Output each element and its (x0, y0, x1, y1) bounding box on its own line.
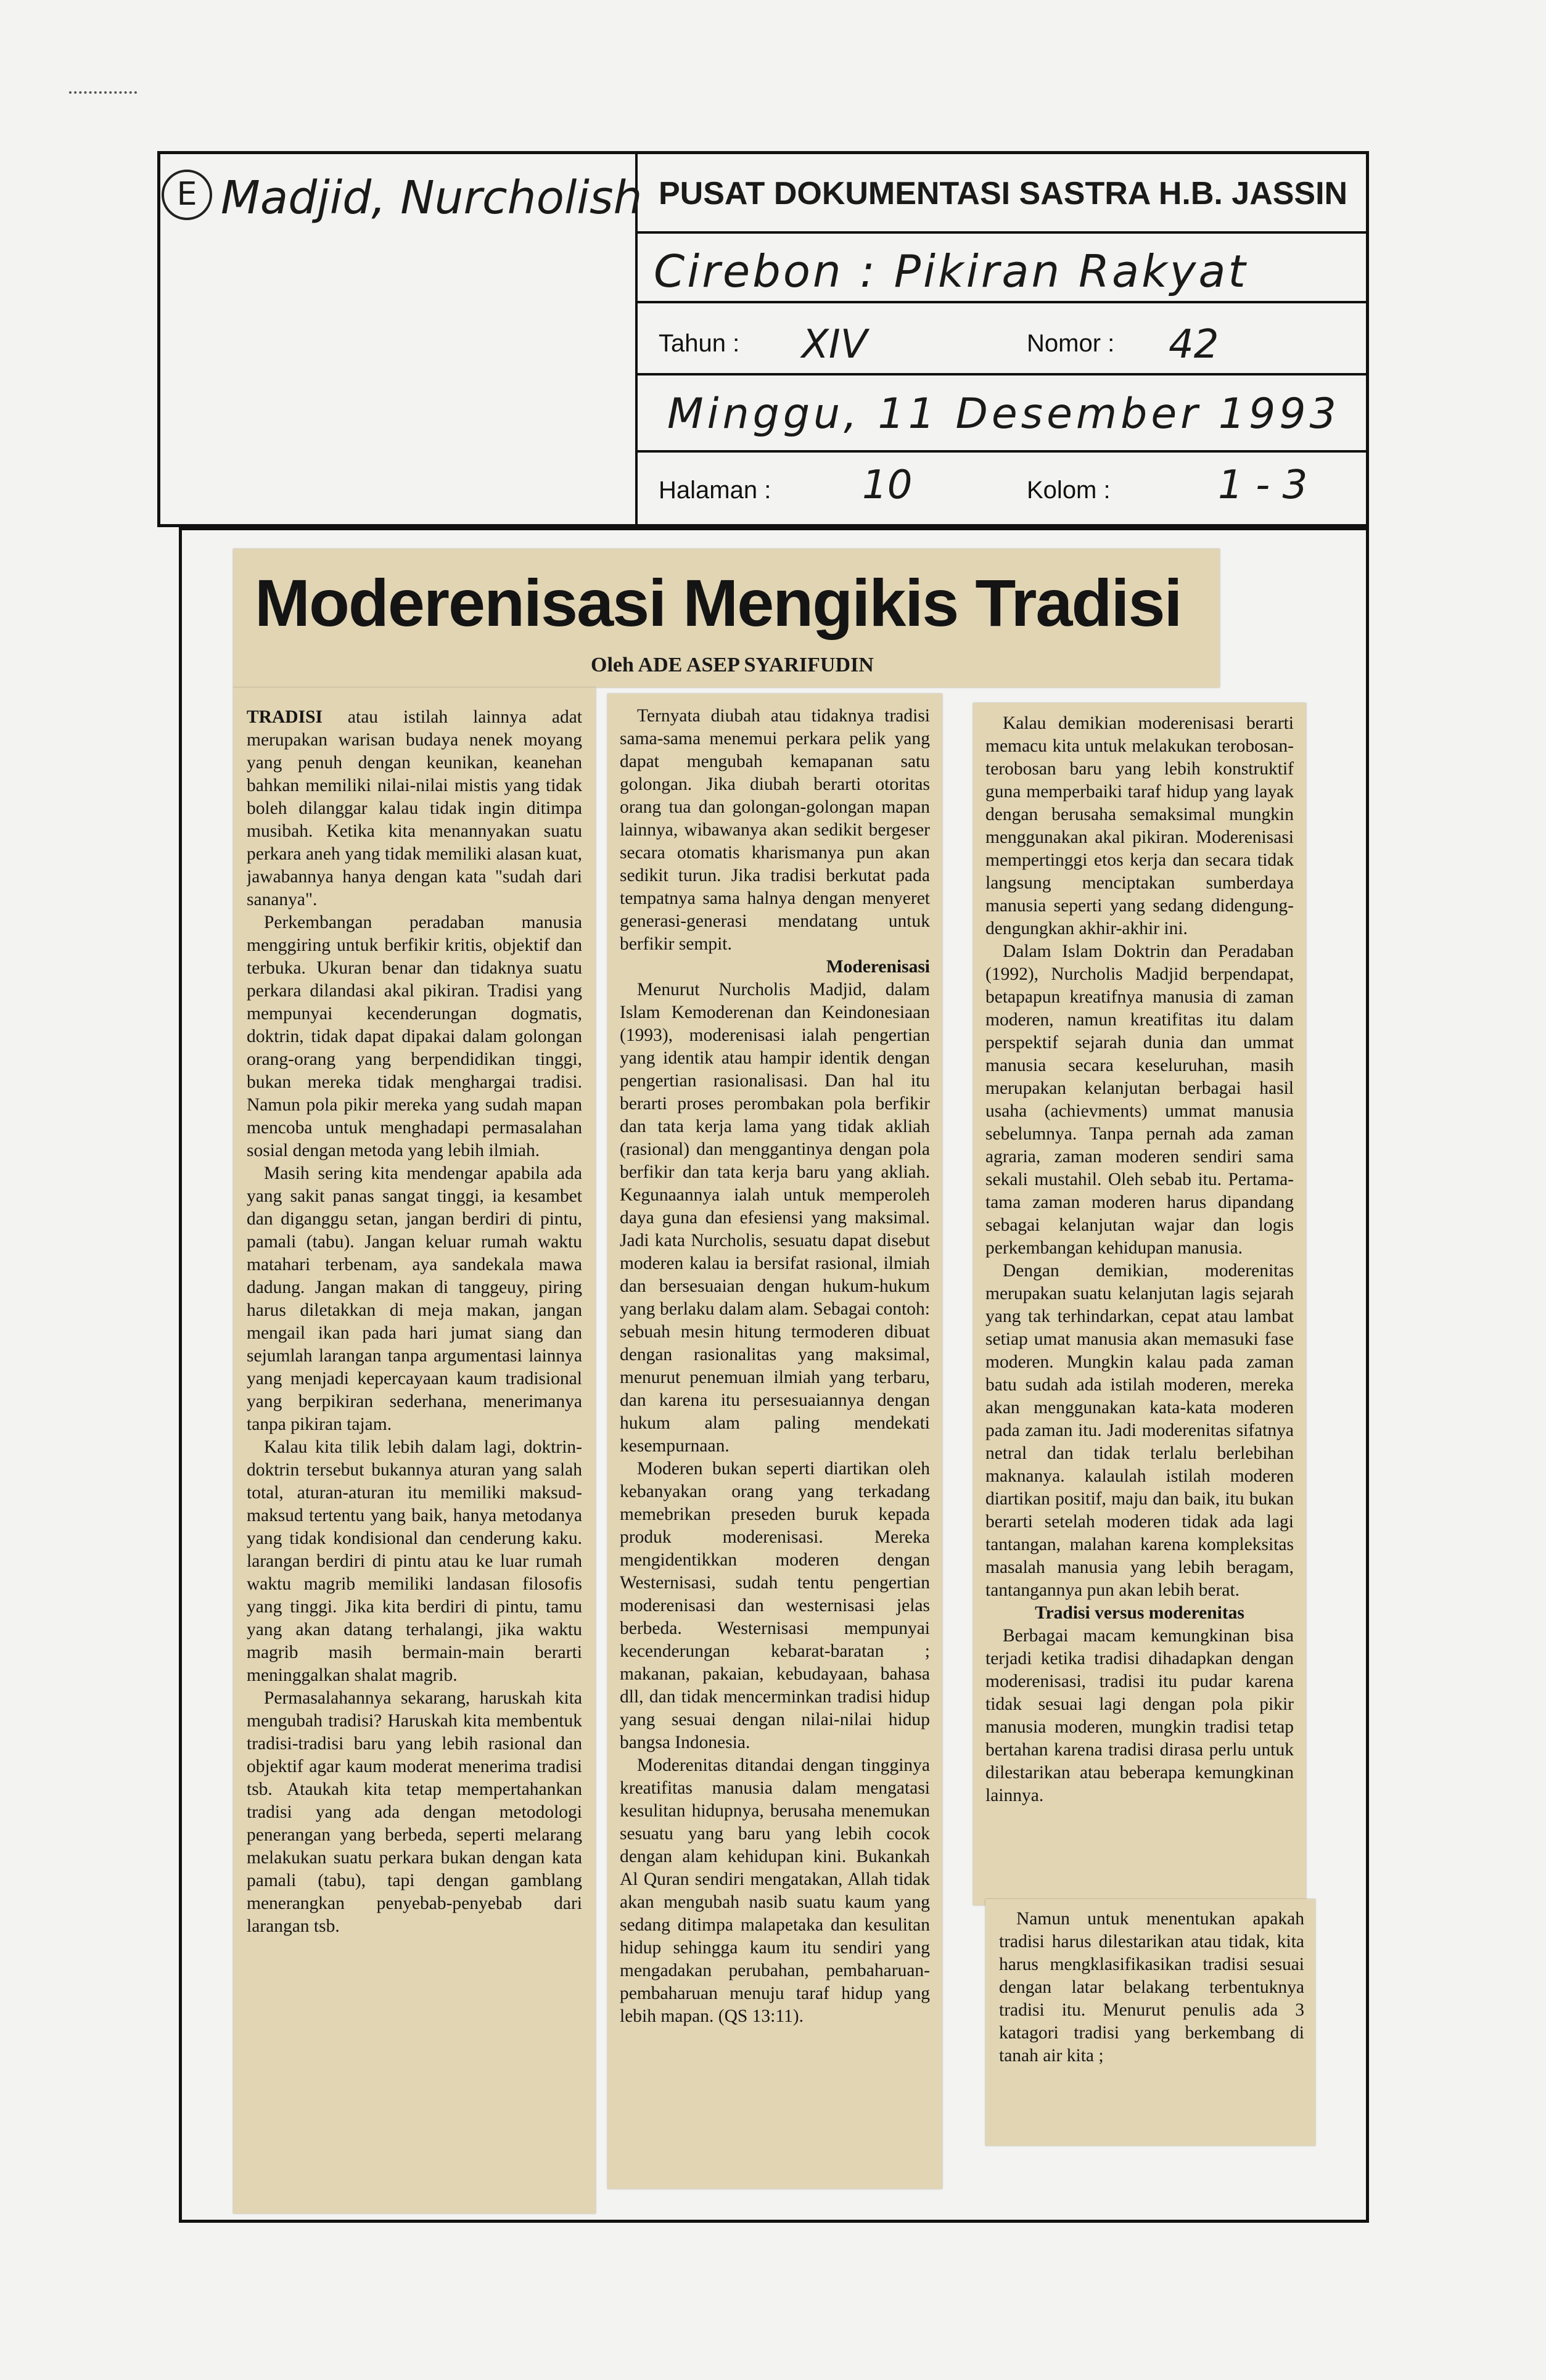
headline-clipping (233, 549, 1220, 687)
institution-title: PUSAT DOKUMENTASI SASTRA H.B. JASSIN (659, 176, 1348, 211)
col2-paragraph: Moderenitas ditandai dengan tingginya kreatifitas manusia dalam mengatasi kesulitan hidupnya, berusaha menemukan sesuatu yang baru yang lebih cocok dengan alam kehidupan kini. Bukankah Al Quran sendiri mengatakan, Allah tidak akan mengubah nasib suatu kaum yang sedang ditimpa malapetaka dan kesulitan hidup sehingga kaum itu sendiri yang mengadakan perubahan, pembaharuan-pembaharuan menuju taraf hidup yang lebih mapan. (QS 13:11). (620, 1755, 930, 2026)
author-handwritten: Madjid, Nurcholish (221, 171, 643, 224)
kolom-value: 1 - 3 (1218, 462, 1308, 508)
column-2-clipping (607, 694, 942, 2189)
kolom-label: Kolom : (1027, 477, 1111, 504)
category-mark: E (162, 170, 212, 220)
source-handwritten: Cirebon : Pikiran Rakyat (654, 245, 1248, 297)
col1-paragraph: TRADISI atau istilah lainnya adat merupakan warisan budaya nenek moyang yang penuh dengan keunikan, keanehan bahkan memiliki nilai-nilai mistis yang tidak boleh dilanggar kalau tidak ingin ditimpa musibah. Ketika kita menannyakan suatu perkara aneh yang tidak memiliki alasan kuat, jawabannya hanya dengan kata "sudah dari sananya". (247, 707, 582, 909)
col1-paragraph: Permasalahannya sekarang, haruskah kita mengubah tradisi? Haruskah kita membentuk tradisi-tradisi baru yang lebih rasional dan objektif agar kaum moderat menerima tradisi tsb. Ataukah kita tetap mempertahankan tradisi yang ada dengan metodologi penerangan yang berbeda, seperti melarang melakukan suatu perkara bukan dengan kata pamali (tabu), tapi dengan gamblang menerangkan penyebab-penyebab dari larangan tsb. (247, 1688, 582, 1936)
col3-subheading: Tradisi versus moderenitas (1035, 1603, 1244, 1623)
column-3-clipping-continued (985, 1899, 1315, 2146)
col3-paragraph: Dalam Islam Doktrin dan Peradaban (1992), Nurcholis Madjid berpendapat, betapapun kreatifnya manusia di zaman moderen, namun kreatifitas itu dalam perspektif sejarah dunia dan ummat manusia secara keseluruhan, masih merupakan kelanjutan berbagai hasil usaha (achievments) ummat manusia sebelumnya. Tanpa pernah ada zaman agraria, zaman moderen sendiri sama sekali mustahil. Oleh sebab itu. Pertama-tama zaman moderen harus dipandang sebagai kelanjutan wajar dan logis perkembangan kehidupan manusia. (985, 942, 1294, 1258)
col1-paragraph: Masih sering kita mendengar apabila ada yang sakit panas sangat tinggi, ia kesambet dan diganggu setan, jangan berdiri di pintu, pamali (tabu). Jangan keluar rumah waktu matahari terbenam, aya sandekala mawa dadung. Jangan makan di tanggeuy, piring harus diletakkan di meja makan, jangan mengail ikan pada hari jumat siang dan sejumlah larangan tanpa argumentasi lainnya yang menjadi kepercayaan kaum tradisional yang berpikiran sederhana, menerimanya tanpa pikiran tajam. (247, 1163, 582, 1434)
col1-paragraph: Perkembangan peradaban manusia menggiring untuk berfikir kritis, objektif dan terbuka. Ukuran benar dan tidaknya suatu perkara dilandasi akal pikiran. Tradisi yang mempunyai kecenderungan dogmatis, doktrin, tidak dapat dipakai dalam golongan orang-orang yang berpendidikan tinggi, bukan mereka tidak menghargai tradisi. Namun pola pikir mereka yang sudah mapan mencoba untuk menghadapi permasalahan sosial dengan metoda yang lebih ilmiah. (247, 913, 582, 1160)
nomor-value: 42 (1169, 322, 1219, 367)
col2-paragraph: Menurut Nurcholis Madjid, dalam Islam Kemoderenan dan Keindonesiaan (1993), moderenisasi ialah pengertian yang identik atau hampir identik dengan pengertian rasionalisasi. Dan hal itu berarti proses perombakan pola berfikir dan tata kerja lama yang tidak akliah (rasional) dan menggantinya dengan pola berfikir dan tata kerja baru yang akliah. Kegunaannya ialah untuk memperoleh daya guna dan efesiensi yang maksimal. Jadi kata Nurcholis, sesuatu dapat disebut moderen kalau ia bersifat rasional, ilmiah dan bersesuaian dengan hukum-hukum yang berlaku dalam alam. Sebagai contoh: sebuah mesin hitung termoderen dibuat dengan rasionalitas yang maksimal, menurut penemuan ilmiah yang terbaru, dan karena itu persesuaiannya dengan hukum alam paling mendekati kesempurnaan. (620, 980, 930, 1456)
nomor-label: Nomor : (1027, 330, 1115, 357)
col3-paragraph: Kalau demikian moderenisasi berarti memacu kita untuk melakukan terobosan-terobosan baru yang lebih konstruktif guna memperbaiki taraf hidup yang layak dengan berusaha semaksimal mungkin menggunakan akal pikiran. Moderenisasi mempertinggi etos kerja dan secara tidak langsung menciptakan sumberdaya manusia seperti yang sedang didengung-dengungkan akhir-akhir ini. (985, 713, 1294, 938)
col2-paragraph: Ternyata diubah atau tidaknya tradisi sama-sama menemui perkara pelik yang dapat mengubah kemapanan satu golongan. Jika diubah berarti otoritas orang tua dan golongan-golongan mapan lainnya, wibawanya akan sedikit bergeser secara otomatis kharismanya pun akan sedikit turun. Jika tradisi berkutat pada tempatnya sama halnya dengan menyeret generasi-generasi mendatang untuk berfikir sempit. (620, 706, 930, 954)
col2-paragraph: Moderen bukan seperti diartikan oleh kebanyakan orang yang terkadang memebrikan preseden buruk kepada produk moderenisasi. Mereka mengidentikkan moderen dengan Westernisasi, sudah tentu pengertian moderenisasi dan westernisasi jelas berbeda. Westernisasi mempunyai kecenderungan kebarat-baratan ; makanan, pakaian, kebudayaan, bahasa dll, dan tidak mencerminkan tradisi hidup yang sesuai dengan nilai-nilai hidup bangsa Indonesia. (620, 1459, 930, 1752)
column-3-clipping (973, 703, 1306, 1905)
col2-subheading: Moderenisasi (826, 957, 930, 977)
halaman-value: 10 (862, 462, 913, 508)
scan-mark (69, 91, 137, 97)
col3-paragraph: Berbagai macam kemungkinan bisa terjadi ketika tradisi dihadapkan dengan moderenisasi, tradisi itu pudar karena tidak sesuai lagi dengan pola pikir manusia moderen, mungkin tradisi tetap bertahan karena tradisi dirasa perlu untuk dilestarikan atau beberapa kemungkinan lainnya. (985, 1626, 1294, 1805)
headline: Moderenisasi Mengikis Tradisi (255, 565, 1182, 640)
col3-paragraph: Dengan demikian, moderenitas merupakan suatu kelanjutan lagis sejarah yang tak terhindarkan, cepat atau lambat setiap umat manusia akan memasuki fase moderen. Mungkin kalau pada zaman batu sudah ada istilah moderen, mereka akan menggunakan kata-kata moderen pada zaman itu. Jadi moderenitas sifatnya netral dan tidak terlalu berlebihan maknanya. kalaulah istilah moderen diartikan positif, maju dan baik, itu bukan berarti setelah moderen tidak ada lagi tantangan, malahan karena kompleksitas masalah manusia yang lebih beragam, tantangannya pun akan lebih berat. (985, 1261, 1294, 1600)
column-1-clipping (233, 687, 596, 2214)
column-3-text-lower (999, 1908, 1304, 2142)
tahun-label: Tahun : (659, 330, 740, 357)
column-2-text (620, 705, 930, 2181)
column-3-text-upper (985, 712, 1294, 1902)
lead-word: TRADISI (247, 707, 323, 727)
halaman-label: Halaman : (659, 477, 771, 504)
byline: Oleh ADE ASEP SYARIFUDIN (591, 654, 874, 676)
col1-paragraph: Kalau kita tilik lebih dalam lagi, doktrin-doktrin tersebut bukannya aturan yang salah total, aturan-aturan itu memiliki maksud-maksud tertentu yang baik, hanya metodanya yang tidak kondisional dan cenderung kaku. larangan berdiri di pintu atau ke luar rumah waktu magrib memiliki landasan filosofis yang tinggi. Jika kita berdiri di pintu, tamu yang akan datang terhalangi, jika waktu magrib masih bermain-main berarti meninggalkan shalat magrib. (247, 1437, 582, 1685)
column-1-text (247, 706, 582, 2204)
col3-paragraph: Namun untuk menentukan apakah tradisi harus dilestarikan atau tidak, kita harus mengklasifikasikan tradisi sesuai dengan latar belakang terbentuknya tradisi itu. Menurut penulis ada 3 katagori tradisi yang berkembang di tanah air kita ; (999, 1909, 1304, 2066)
tahun-value: XIV (802, 322, 868, 367)
date-handwritten: Minggu, 11 Desember 1993 (667, 390, 1340, 438)
